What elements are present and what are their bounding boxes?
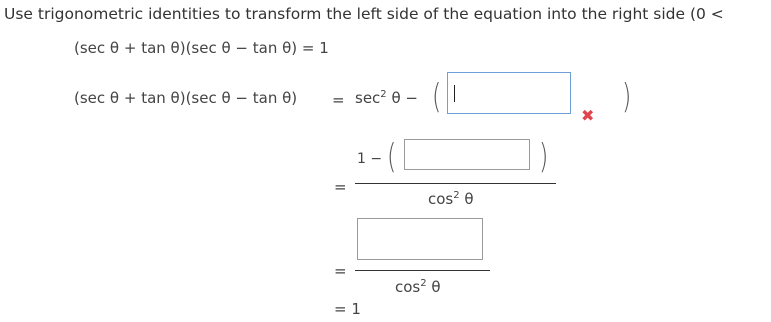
open-paren-2: ( (386, 137, 397, 177)
fraction-bar-1 (355, 183, 556, 184)
close-paren-1: ) (621, 77, 632, 117)
answer-input-2[interactable] (404, 139, 530, 170)
lhs-expression: (sec θ + tan θ)(sec θ − tan θ) (74, 89, 298, 107)
close-paren-2: ) (538, 137, 549, 177)
numerator-one (357, 151, 382, 167)
minus-sign: − (405, 89, 418, 107)
one-value: 1 (357, 151, 366, 167)
exponent-2b: 2 (453, 190, 460, 201)
cos-label: cos (428, 190, 454, 208)
equals-sign-2: = (334, 178, 347, 196)
exponent-2c: 2 (420, 278, 427, 289)
theta-symbol-2: θ (464, 190, 474, 208)
given-equation: (sec θ + tan θ)(sec θ − tan θ) = 1 (74, 39, 329, 57)
sec-squared-term (355, 89, 418, 107)
x-mark-icon: ✖ (581, 106, 595, 125)
equals-sign-1: = (332, 91, 345, 109)
denominator-1 (428, 190, 474, 208)
open-paren-1: ( (431, 77, 442, 117)
exponent-2: 2 (380, 89, 387, 100)
denominator-2 (395, 278, 441, 296)
equals-sign-3: = (334, 262, 347, 280)
text-caret (454, 85, 455, 102)
final-result: = 1 (334, 300, 361, 318)
answer-input-1[interactable] (447, 72, 571, 114)
question-prompt: Use trigonometric identities to transform the left side of the equation into the right side (0 < (4, 5, 724, 23)
fraction-bar-2 (355, 270, 490, 271)
theta-symbol: θ (391, 89, 401, 107)
minus-sign-2: − (370, 151, 383, 167)
sec-label: sec (355, 89, 381, 107)
cos-label-2: cos (395, 278, 421, 296)
theta-symbol-3: θ (431, 278, 441, 296)
answer-input-3[interactable] (357, 218, 483, 260)
